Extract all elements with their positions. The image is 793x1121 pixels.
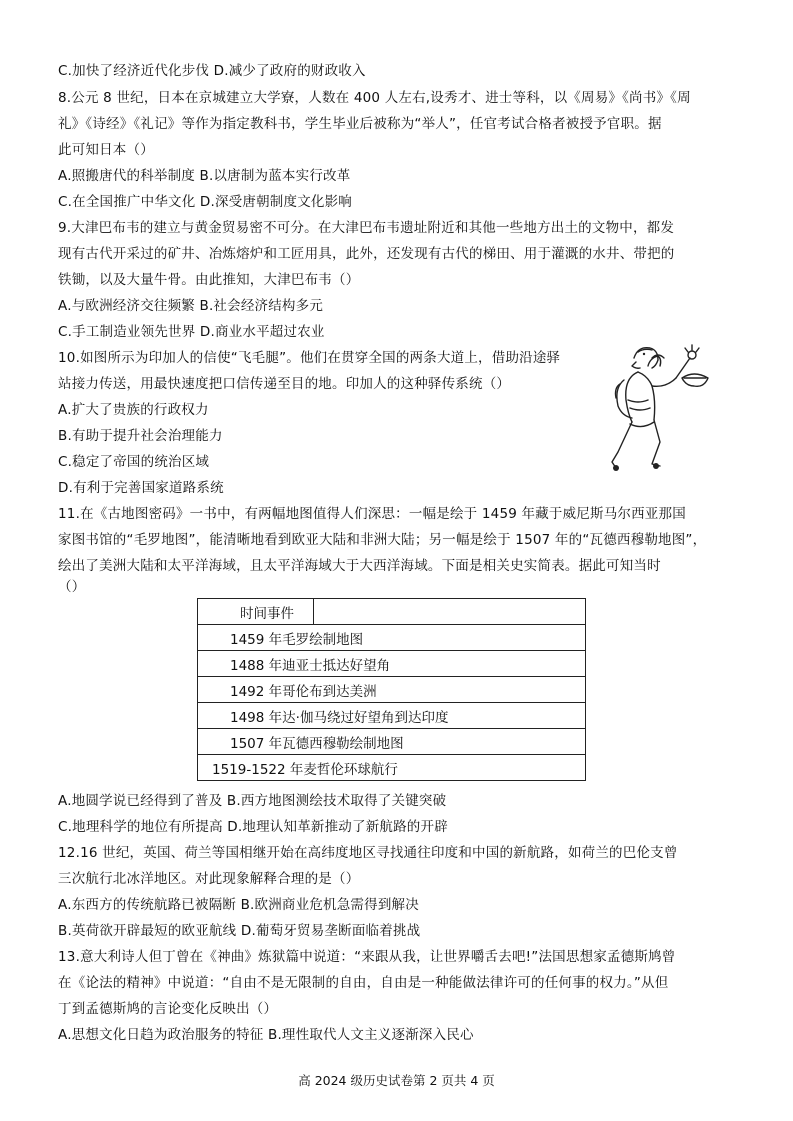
page-footer: 高 2024 级历史试卷第 2 页共 4 页 — [298, 1073, 495, 1088]
table-row — [198, 729, 586, 755]
q12-options-ab: A.东西方的传统航路已被隔断 B.欧洲商业危机急需得到解决 — [58, 897, 419, 913]
table-header-row — [198, 599, 586, 625]
q11-stem-line2: 家图书馆的“毛罗地图”，能清晰地看到欧亚大陆和非洲大陆；另一幅是绘于 1507 年的“瓦德西穆勒地图”， — [58, 532, 707, 548]
q11-stem-line1: 11.在《古地图密码》一书中，有两幅地图值得人们深思：一幅是绘于 1459 年藏于威尼斯马尔西亚那国 — [58, 506, 686, 522]
table-row — [198, 625, 586, 651]
q10-option-d: D.有利于完善国家道路系统 — [58, 480, 224, 496]
table-cell: 1488 年迪亚士抵达好望角 — [198, 651, 586, 677]
q11-stem-line3: 绘出了美洲大陆和太平洋海域，且太平洋海域大于大西洋海域。下面是相关史实简表。据此可知当时 — [58, 558, 661, 574]
q10-stem-line2: 站接力传送，用最快速度把口信传递至目的地。印加人的这种驿传系统（） — [58, 376, 511, 392]
q8-options-ab: A.照搬唐代的科举制度 B.以唐制为蓝本实行改革 — [58, 168, 351, 184]
q12-options-cd: B.英荷欲开辟最短的欧亚航线 D.葡萄牙贸易垄断面临着挑战 — [58, 923, 421, 939]
table-row — [198, 651, 586, 677]
table-row — [198, 755, 586, 781]
table-cell: 1459 年毛罗绘制地图 — [198, 625, 586, 651]
table-row — [198, 677, 586, 703]
q11-stem-line4: （） — [58, 579, 86, 595]
timeline-table — [197, 598, 586, 781]
q13-options-ab: A.思想文化日趋为政治服务的特征 B.理性取代人文主义逐渐深入民心 — [58, 1027, 474, 1043]
table-cell: 1492 年哥伦布到达美洲 — [198, 677, 586, 703]
table-header-cell: 时间事件 — [198, 599, 314, 625]
q10-option-b: B.有助于提升社会治理能力 — [58, 428, 223, 444]
q12-stem-line1: 12.16 世纪，英国、荷兰等国相继开始在高纬度地区寻找通往印度和中国的新航路，如荷兰的巴伦支曾 — [58, 845, 678, 861]
q11-options-ab: A.地圆学说已经得到了普及 B.西方地图测绘技术取得了关键突破 — [58, 793, 447, 809]
table-cell: 1498 年达·伽马绕过好望角到达印度 — [198, 703, 586, 729]
q8-stem-line1: 8.公元 8 世纪，日本在京城建立大学寮，人数在 400 人左右,设秀才、进士等科，以《周易》《尚书》《周 — [58, 90, 691, 106]
q13-stem-line2: 在《论法的精神》中说道：“自由不是无限制的自由，自由是一种能做法律许可的任何事的权力。”从但 — [58, 975, 669, 991]
q12-stem-line2: 三次航行北冰洋地区。对此现象解释合理的是（） — [58, 871, 360, 887]
table-cell: 1519-1522 年麦哲伦环球航行 — [198, 755, 586, 781]
q10-stem-line1: 10.如图所示为印加人的信使“飞毛腿”。他们在贯穿全国的两条大道上，借助沿途驿 — [58, 350, 561, 366]
table-header-empty-cell — [314, 599, 586, 625]
q9-stem-line3: 铁锄，以及大量牛骨。由此推知，大津巴布韦（） — [58, 272, 360, 288]
q8-stem-line2: 礼》《诗经》《礼记》等作为指定教科书，学生毕业后被称为“举人”，任官考试合格者被授予官职。据 — [58, 116, 662, 132]
q13-stem-line1: 13.意大利诗人但丁曾在《神曲》炼狱篇中说道：“来跟从我，让世界嚼舌去吧!”法国思想家孟德斯鸠曾 — [58, 949, 676, 965]
q10-option-a: A.扩大了贵族的行政权力 — [58, 402, 209, 418]
inca-messenger-illustration — [600, 340, 710, 480]
q9-options-cd: C.手工制造业领先世界 D.商业水平超过农业 — [58, 324, 325, 340]
table-row — [198, 703, 586, 729]
q9-stem-line1: 9.大津巴布韦的建立与黄金贸易密不可分。在大津巴布韦遗址附近和其他一些地方出土的文物中，都发 — [58, 220, 675, 236]
q8-stem-line3: 此可知日本（） — [58, 142, 154, 158]
q7-options-cd: C.加快了经济近代化步伐 D.减少了政府的财政收入 — [58, 63, 366, 79]
q11-options-cd: C.地理科学的地位有所提高 D.地理认知革新推动了新航路的开辟 — [58, 819, 448, 835]
q10-option-c: C.稳定了帝国的统治区域 — [58, 454, 210, 470]
q8-options-cd: C.在全国推广中华文化 D.深受唐朝制度文化影响 — [58, 194, 352, 210]
q9-options-ab: A.与欧洲经济交往频繁 B.社会经济结构多元 — [58, 298, 324, 314]
q9-stem-line2: 现有古代开采过的矿井、冶炼熔炉和工匠用具，此外，还发现有古代的梯田、用于灌溉的水井、带把的 — [58, 246, 675, 262]
table-cell: 1507 年瓦德西穆勒绘制地图 — [198, 729, 586, 755]
q13-stem-line3: 丁到孟德斯鸠的言论变化反映出（） — [58, 1001, 278, 1017]
